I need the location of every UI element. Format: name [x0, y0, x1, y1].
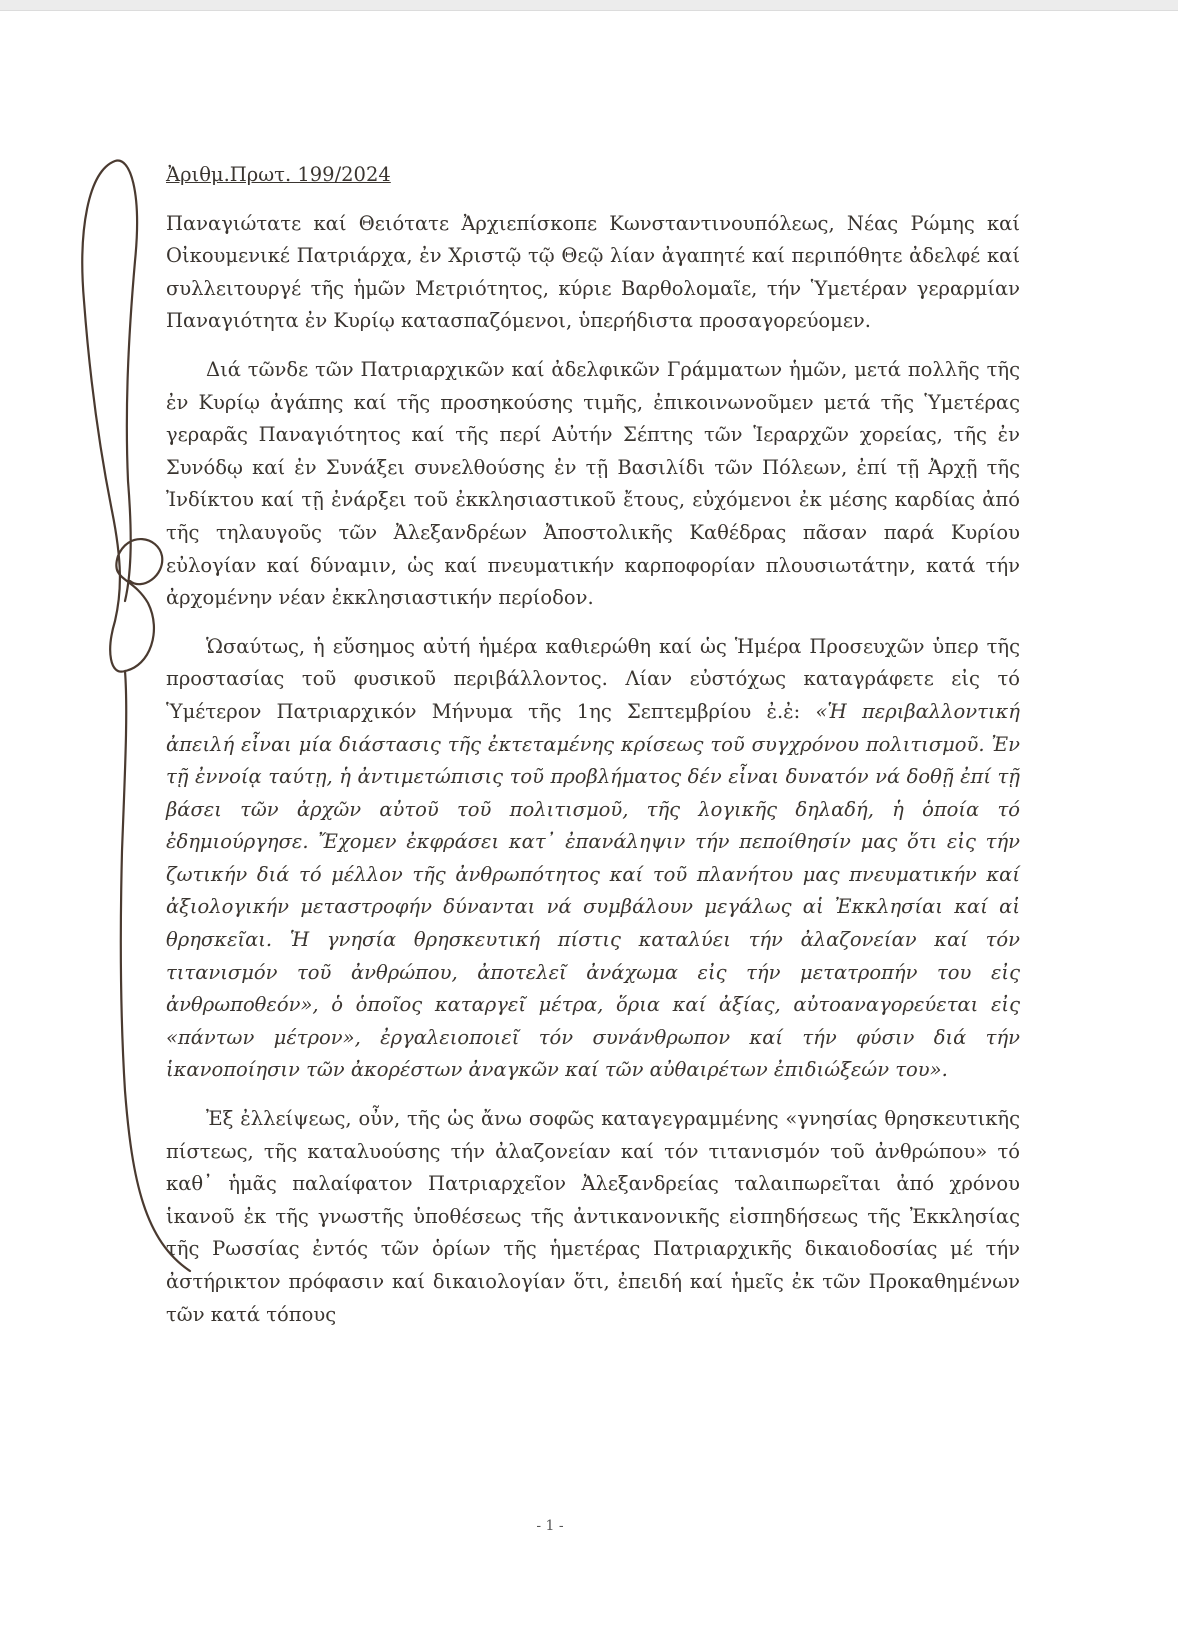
- letter-body: [166, 159, 1020, 1347]
- greeting-paragraph: Παναγιώτατε καί Θειότατε Ἀρχιεπίσκοπε Κωνσταντινουπόλεως, Νέας Ρώμης καί Οἰκουμενικέ Πατριάρχα, ἐν Χριστῷ τῷ Θεῷ λίαν ἀγαπητέ καί περιπόθητε ἀδελφέ καί συλλειτουργέ τῆς ἡμῶν Μετριότητος, κύριε Βαρθολομαῖε, τήν Ὑμετέραν γεραρμίαν Παναγιότητα ἐν Κυρίῳ κατασπαζόμενοι, ὑπερήδιστα προσαγορεύομεν.: [166, 211, 1020, 333]
- quote-intro: Ὡσαύτως, ἡ εὔσημος αὐτή ἡμέρα καθιερώθη καί ὡς Ἡμέρα Προσευχῶν ὑπερ τῆς προστασίας τοῦ φυσικοῦ περιβάλλοντος. Λίαν εὐστόχως καταγράφετε εἰς τό Ὑμέτερον Πατριαρχικόν Μήνυμα τῆς 1ης Σεπτεμβρίου ἐ.ἐ:: [166, 634, 1020, 723]
- body-paragraph: Ἐξ ἐλλείψεως, οὖν, τῆς ὡς ἄνω σοφῶς καταγεγραμμένης «γνησίας θρησκευτικῆς πίστεως, τῆς καταλυούσης τήν ἀλαζονείαν καί τόν τιτανισμόν τοῦ ἀνθρώπου» τό καθ᾽ ἡμᾶς παλαίφατον Πατριαρχεῖον Ἀλεξανδρείας ταλαιπωρεῖται ἀπό χρόνου ἱκανοῦ ἐκ τῆς γνωστῆς ὑποθέσεως τῆς ἀντικανονικῆς εἰσπηδήσεως τῆς Ἐκκλησίας τῆς Ρωσσίας ἐντός τῶν ὁρίων τῆς ἡμετέρας Πατριαρχικῆς δικαιοδοσίας μέ τήν ἀστήρικτον πρόφασιν καί δικαιολογίαν ὅτι, ἐπειδή καί ἡμεῖς ἐκ τῶν Προκαθημένων τῶν κατά τόπους: [166, 1107, 1020, 1326]
- body-paragraph: Διά τῶνδε τῶν Πατριαρχικῶν καί ἀδελφικῶν Γράμματων ἡμῶν, μετά πολλῆς τῆς ἐν Κυρίῳ ἀγάπης καί τῆς προσηκούσης τιμῆς, ἐπικοινωνοῦμεν μετά τῆς Ὑμετέρας γεραρᾶς Παναγιότητος καί τῆς περί Αὐτήν Σέπτης τῶν Ἱεραρχῶν χορείας, τῆς ἐν Συνόδῳ καί ἐν Συνάξει συνελθούσης ἐν τῇ Βασιλίδι τῶν Πόλεων, ἐπί τῇ Ἀρχῇ τῆς Ἰνδίκτου καί τῇ ἐνάρξει τοῦ ἐκκλησιαστικοῦ ἔτους, εὐχόμενοι ἐκ μέσης καρδίας ἀπό τῆς τηλαυγοῦς τῶν Ἀλεξανδρέων Ἀποστολικῆς Καθέδρας πᾶσαν παρά Κυρίου εὐλογίαν καί δύναμιν, ὡς καί πνευματικήν καρποφορίαν πλουσιωτάτην, κατά τήν ἀρχομένην νέαν ἐκκλησιαστικήν περίοδον.: [166, 357, 1020, 610]
- protocol-number: Ἀριθμ.Πρωτ. 199/2024: [166, 163, 391, 186]
- quoted-message: «Ἡ περιβαλλοντική ἀπειλή εἶναι μία διάστασις τῆς ἐκτεταμένης κρίσεως τοῦ συγχρόνου πολιτισμοῦ. Ἐν τῇ ἐννοίᾳ ταύτῃ, ἡ ἀντιμετώπισις τοῦ προβλήματος δέν εἶναι δυνατόν νά δοθῇ ἐπί τῇ βάσει τῶν ἀρχῶν αὐτοῦ τοῦ πολιτισμοῦ, τῆς λογικῆς δηλαδή, ἡ ὁποία τό ἐδημιούργησε. Ἔχομεν ἐκφράσει κατ᾽ ἐπανάληψιν τήν πεποίθησίν μας ὅτι εἰς τήν ζωτικήν διά τό μέλλον τῆς ἀνθρωπότητος καί τοῦ πλανήτου μας πνευματικήν καί ἀξιολογικήν μεταστροφήν δύνανται νά συμβάλουν μεγάλως αἱ Ἐκκλησίαι καί αἱ θρησκεῖαι. Ἡ γνησία θρησκευτική πίστις καταλύει τήν ἀλαζονείαν καί τόν τιτανισμόν τοῦ ἀνθρώπου, ἀποτελεῖ ἀνάχωμα εἰς τήν μετατροπήν του εἰς ἀνθρωποθεόν», ὁ ὁποῖος καταργεῖ μέτρα, ὅρια καί ἀξίας, αὐτοαναγορεύεται εἰς «πάντων μέτρον», ἐργαλειοποιεῖ τόν συνάνθρωπον καί τήν φύσιν διά τήν ἱκανοποίησιν τῶν ἀκορέστων ἀναγκῶν καί τῶν αὐθαιρέτων ἐπιδιώξεών του».: [166, 699, 1020, 1082]
- page-number: - 1 -: [536, 1518, 564, 1534]
- window-top-bar: [0, 0, 1178, 11]
- quote-paragraph: [166, 631, 1020, 1087]
- letter-page: [0, 11, 1178, 1631]
